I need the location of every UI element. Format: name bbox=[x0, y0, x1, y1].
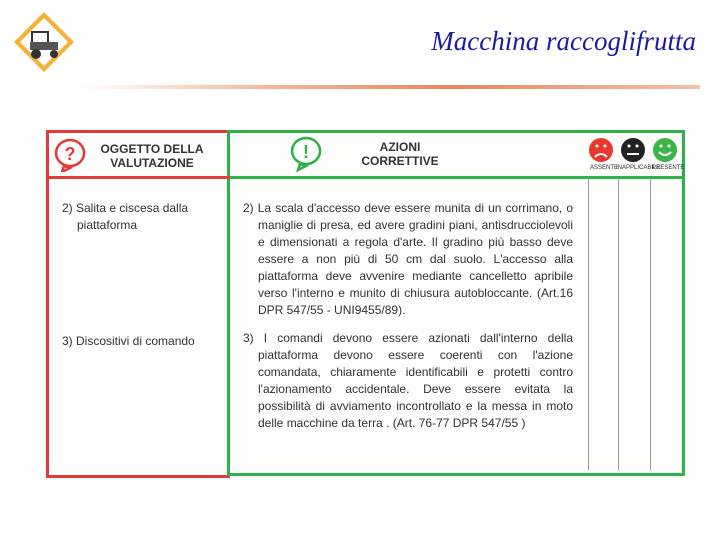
subject-row-2: 2) Salita e ciscesa dalla piattaforma bbox=[62, 201, 189, 232]
column-divider bbox=[650, 178, 651, 470]
sad-face-icon bbox=[589, 138, 613, 162]
label-presente: PRESENTE bbox=[652, 165, 685, 171]
subject-column bbox=[46, 130, 230, 478]
actions-header: AZIONI CORRETTIVE bbox=[361, 140, 439, 168]
label-assente: ASSENTE bbox=[590, 165, 619, 171]
page-title: Macchina raccoglifrutta bbox=[431, 26, 696, 56]
neutral-face-icon bbox=[621, 138, 645, 162]
header-divider bbox=[230, 176, 682, 179]
exclamation-icon bbox=[290, 136, 322, 172]
question-icon bbox=[54, 138, 86, 172]
label-inapplicabile: INAPPLICABILE bbox=[616, 165, 661, 171]
tractor-logo-icon bbox=[12, 10, 76, 74]
action-row-2: 2) La scala d'accesso deve essere munita di un corrimano, o maniglie di presa, ed avere gradini piani, antisdrucciolevoli e dimensionati a regola d'arte. Il gradino più basso deve essere a non più di 50 cm dal suolo. L'accesso alla piattaforma deve avvenire mediante cancelletto apribile verso l'interno e munito di chiusura autobloccante. (Art.16 DPR 547/55 - UNI9455/89). bbox=[243, 201, 573, 317]
svg-text:!: ! bbox=[303, 142, 309, 162]
title-divider bbox=[80, 85, 700, 89]
status-faces bbox=[588, 135, 680, 165]
action-row-3: 3) I comandi devono essere azionati dall'interno della piattaforma devono essere coerenti con l'azione comandata, chiaramente identificabili e protetti contro l'azionamento accidentale. Deve essere evitata la possibilità di avviamento incontrollato e la messa in moto delle macchine da terra . (Art. 76-77 DPR 547/55 ) bbox=[243, 331, 573, 430]
header-divider bbox=[46, 176, 230, 179]
column-divider bbox=[618, 178, 619, 470]
subject-row-3: 3) Discositivi di comando bbox=[62, 334, 195, 348]
happy-face-icon bbox=[653, 138, 677, 162]
column-divider bbox=[588, 178, 589, 470]
svg-text:?: ? bbox=[64, 144, 76, 164]
subject-header: OGGETTO DELLA VALUTAZIONE bbox=[100, 142, 204, 170]
